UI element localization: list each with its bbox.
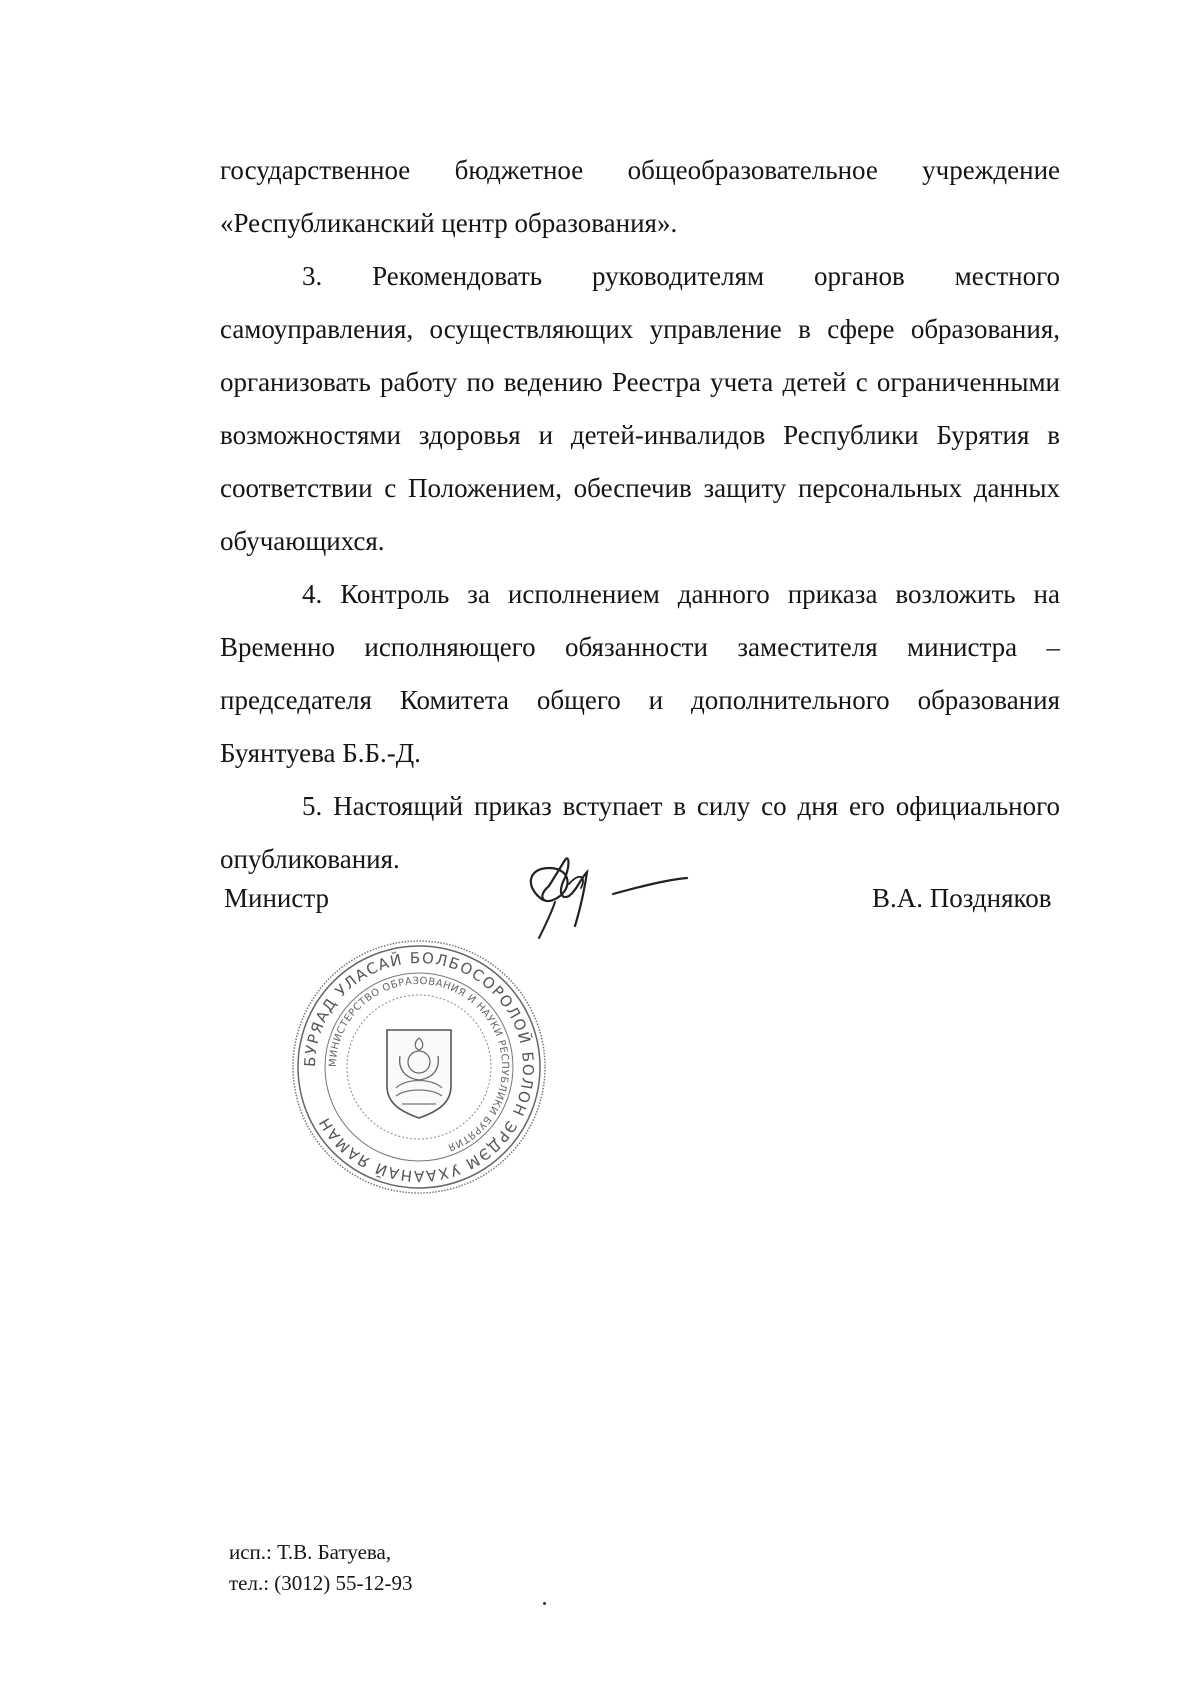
- handwritten-signature: [515, 842, 695, 952]
- signer-name: В.А. Поздняков: [872, 883, 1052, 913]
- coat-of-arms-icon: [387, 1030, 451, 1118]
- paragraph-continuation: государственное бюджетное общеобразовательное учреждение «Республиканский центр образования».: [220, 155, 1060, 238]
- executor-name: исп.: Т.В. Батуева,: [229, 1540, 392, 1564]
- paragraph-item-3: 3. Рекомендовать руководителям органов местного самоуправления, осуществляющих управление в сфере образования, организовать работу по ведению Реестра учета детей с ограниченными возможностями здоровья и детей-инвалидов Республики Бурятия в соответствии с Положением, обеспечив защиту персональных данных обучающихся.: [220, 261, 1060, 556]
- executor-info: [229, 1537, 413, 1599]
- order-body: [220, 144, 1060, 886]
- scan-speck: [543, 1602, 546, 1605]
- svg-text:БУРЯАД УЛАСАЙ БОЛБОСОРОЛОЙ БОЛ: БУРЯАД УЛАСАЙ БОЛБОСОРОЛОЙ БОЛОН ЭРДЭМ УХААНАЙ ЯАМАН: [300, 948, 538, 1186]
- official-seal: [290, 938, 548, 1196]
- paragraph-item-4: 4. Контроль за исполнением данного приказа возложить на Временно исполняющего обязанности заместителя министра – председателя Комитета общего и дополнительного образования Буянтуева Б.Б.-Д.: [220, 579, 1060, 768]
- paragraph-item-5: 5. Настоящий приказ вступает в силу со дня его официального опубликования.: [220, 791, 1060, 874]
- executor-phone: тел.: (3012) 55-12-93: [229, 1571, 413, 1595]
- signer-position: Министр: [224, 883, 329, 913]
- svg-text:МИНИСТЕРСТВО ОБРАЗОВАНИЯ И НАУ: МИНИСТЕРСТВО ОБРАЗОВАНИЯ И НАУКИ РЕСПУБЛИКИ БУРЯТИЯ: [327, 975, 511, 1153]
